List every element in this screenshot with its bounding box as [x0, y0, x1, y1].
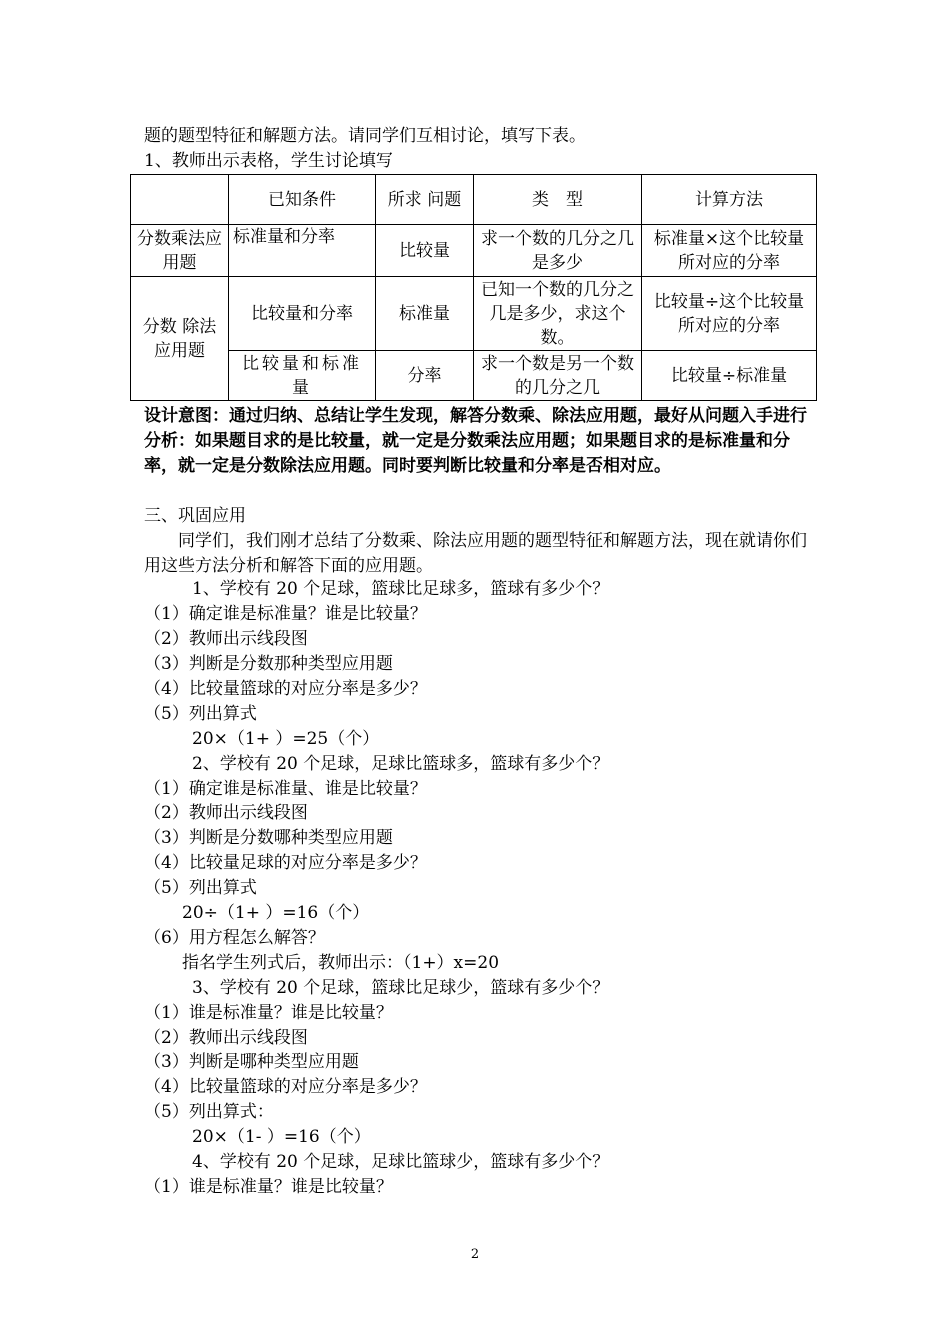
step-line: （5）列出算式 — [144, 878, 257, 898]
method-cell: 标准量×这个比较量所对应的分率 — [642, 225, 817, 277]
ask-cell: 标准量 — [376, 277, 474, 351]
type-cell: 求一个数是另一个数的几分之几 — [474, 351, 642, 401]
known-cell: 标准量和分率 — [229, 225, 376, 277]
table-header-cell: 已知条件 — [229, 175, 376, 225]
table-row — [131, 351, 817, 401]
step-line: （3）判断是分数哪种类型应用题 — [144, 828, 393, 848]
page-number: 2 — [470, 1247, 480, 1262]
step-line: （1）确定谁是标准量？谁是比较量？ — [144, 604, 427, 624]
problem-4: 4、学校有 20 个足球，足球比篮球少，篮球有多少个？ — [192, 1152, 610, 1172]
known-cell: 比较量和标准量 — [229, 351, 376, 401]
design-note: 设计意图：通过归纳、总结让学生发现，解答分数乘、除法应用题，最好从问题入手进行分析：如果题目求的是比较量，就一定是分数乘法应用题；如果题目求的是标准量和分率，就一定是分数除法应用题。同时要判断比较量和分率是否相对应。 — [144, 406, 807, 476]
section-intro: 同学们，我们刚才总结了分数乘、除法应用题的题型特征和解题方法，现在就请你们用这些方法分析和解答下面的应用题。 — [144, 531, 807, 576]
step-line: （5）列出算式： — [144, 1102, 274, 1122]
step-line: （3）判断是分数那种类型应用题 — [144, 654, 393, 674]
row-label: 分数乘法应用题 — [131, 225, 229, 277]
problem-2: 2、学校有 20 个足球，足球比篮球多，篮球有多少个？ — [192, 754, 610, 774]
method-cell: 比较量÷标准量 — [642, 351, 817, 401]
step-line: （3）判断是哪种类型应用题 — [144, 1052, 359, 1072]
intro-line-1: 题的题型特征和解题方法。请同学们互相讨论，填写下表。 — [144, 126, 586, 146]
step-line: （2）教师出示线段图 — [144, 629, 308, 649]
formula-line: 20×（1- ）=16（个） — [192, 1127, 371, 1147]
table-header-cell: 计算方法 — [642, 175, 817, 225]
step-line: （4）比较量足球的对应分率是多少？ — [144, 853, 427, 873]
step-line: （2）教师出示线段图 — [144, 1028, 308, 1048]
summary-table — [130, 174, 817, 401]
known-cell: 比较量和分率 — [229, 277, 376, 351]
formula-line: 20÷（1+ ）=16（个） — [182, 903, 370, 923]
section-title: 三、巩固应用 — [144, 506, 246, 526]
step-line: （2）教师出示线段图 — [144, 803, 308, 823]
step-line: （1）谁是标准量？谁是比较量？ — [144, 1177, 393, 1197]
step-line: （6）用方程怎么解答？ — [144, 928, 325, 948]
step-line: （1）谁是标准量？谁是比较量？ — [144, 1003, 393, 1023]
problem-1: 1、学校有 20 个足球，篮球比足球多，篮球有多少个？ — [192, 579, 610, 599]
step-line: （5）列出算式 — [144, 704, 257, 724]
ask-cell: 分率 — [376, 351, 474, 401]
type-cell: 求一个数的几分之几是多少 — [474, 225, 642, 277]
table-header-row — [131, 175, 817, 225]
table-header-cell: 类 型 — [474, 175, 642, 225]
row-label: 分数 除法应用题 — [131, 277, 229, 401]
equation-line: 指名学生列式后，教师出示：（1+）x=20 — [182, 953, 500, 973]
step-line: （4）比较量篮球的对应分率是多少？ — [144, 679, 427, 699]
problem-3: 3、学校有 20 个足球，篮球比足球少，篮球有多少个？ — [192, 978, 610, 998]
table-header-cell: 所求 问题 — [376, 175, 474, 225]
type-cell: 已知一个数的几分之几是多少，求这个数。 — [474, 277, 642, 351]
table-row — [131, 225, 817, 277]
step-line: （1）确定谁是标准量、谁是比较量？ — [144, 779, 427, 799]
step-line: （4）比较量篮球的对应分率是多少？ — [144, 1077, 427, 1097]
table-header-cell — [131, 175, 229, 225]
ask-cell: 比较量 — [376, 225, 474, 277]
intro-line-2: 1、教师出示表格，学生讨论填写 — [144, 151, 393, 171]
formula-line: 20×（1+ ）=25（个） — [192, 729, 380, 749]
table-row — [131, 277, 817, 351]
method-cell: 比较量÷这个比较量所对应的分率 — [642, 277, 817, 351]
